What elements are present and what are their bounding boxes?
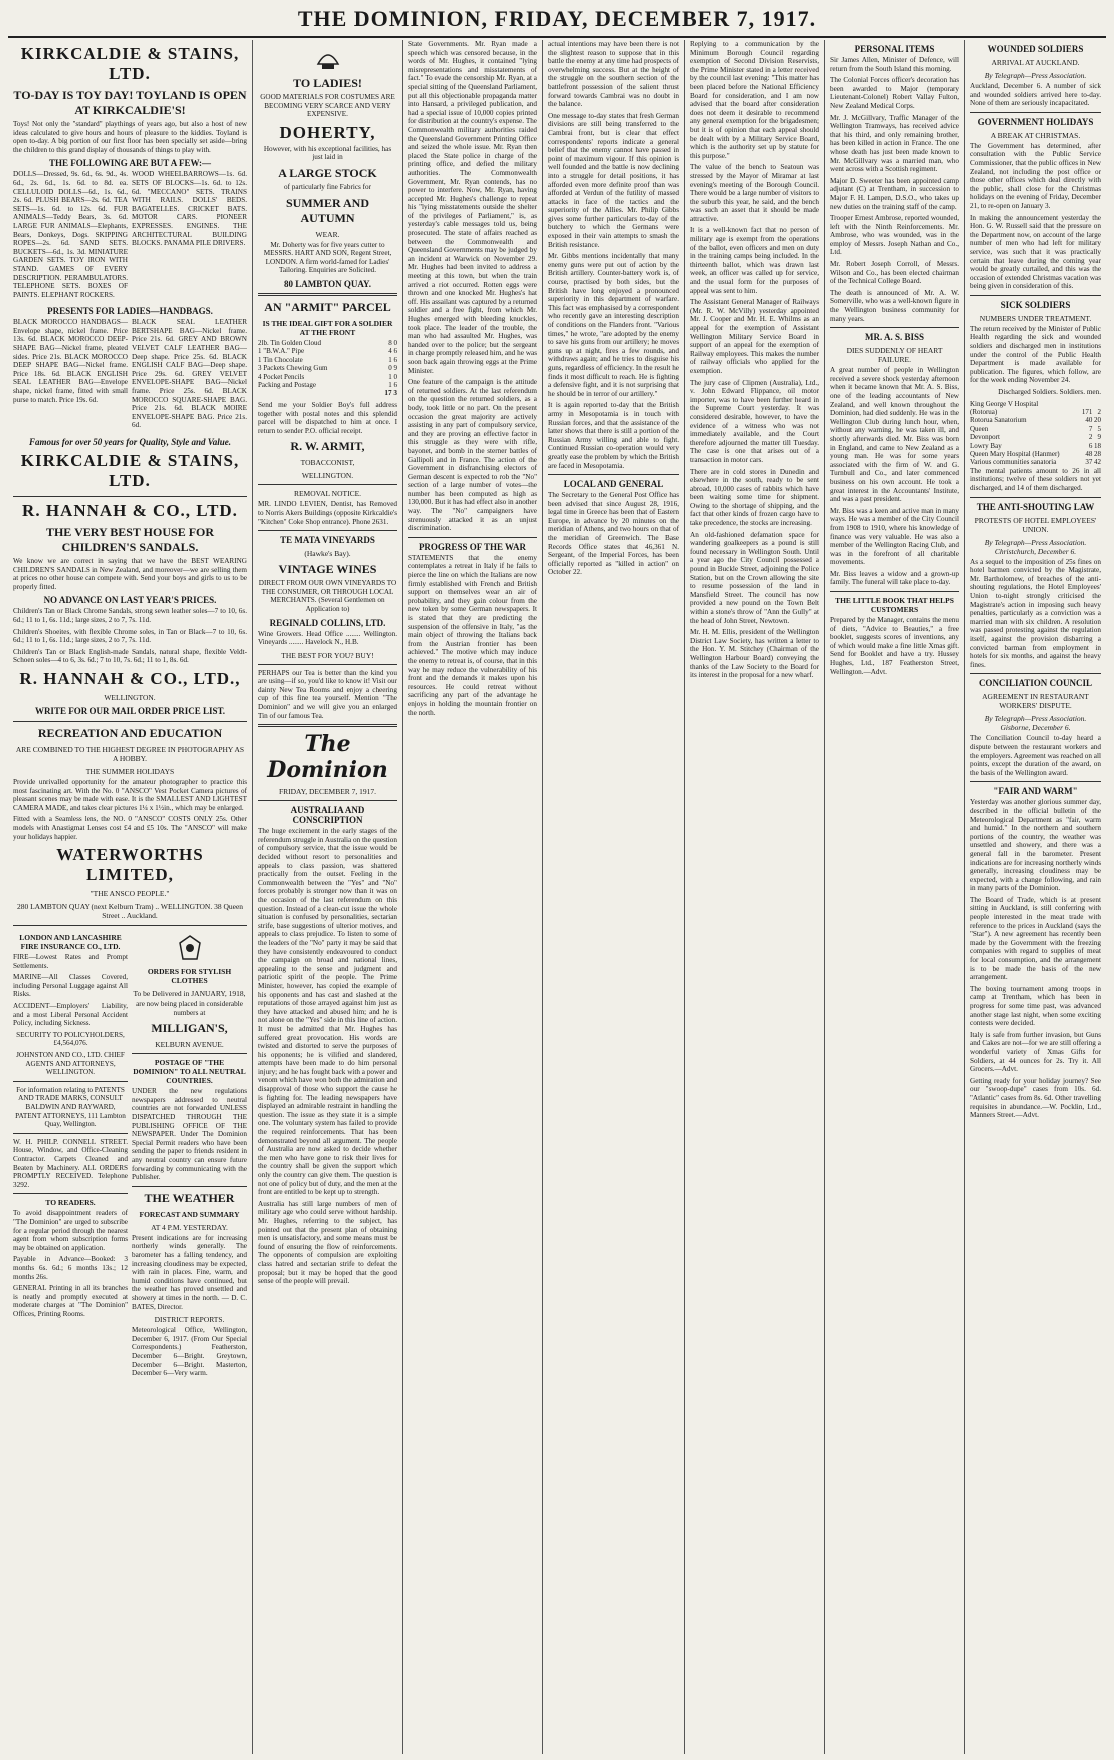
- biss-body: A great number of people in Wellington received a severe shock yesterday afternoon when it became known that Mr. A. S. Biss, one of the leading accountants of New Zealand, and well known throughout the Dominion, had died suddenly. He was in the Wellington Club during lunch hour, when, without any warning, he was taken ill, and shortly afterwards died. Mr. Biss was born in England, and came to New Zealand as a young man. He was for some years associated with the firm of W. and G. Turnbull and Co., and later commenced business on his own account. He took a great interest in the Accountants' Institute, and was a past president.: [830, 366, 959, 504]
- crest-icon: [170, 933, 210, 963]
- armit-item-name: Packing and Postage: [258, 380, 316, 389]
- sick-table-row: [970, 442, 1101, 450]
- shouting-title: THE ANTI-SHOUTING LAW: [976, 501, 1095, 512]
- armit-sub: IS THE IDEAL GIFT FOR A SOLDIER AT THE FRONT: [262, 318, 393, 337]
- personal-2: The Colonial Forces officer's decoration has been awarded to Major (temporary Lieutenant-Colonel) Robert Vallay Fulton, New Zealand Medical Corps.: [830, 76, 959, 110]
- local-4: The Assistant General Manager of Railways (Mr. R. W. McVilly) yesterday appointed Mr. J. Cooper and Mr. H. E. Whilms as an appeal for the exemption of Assistant Wellington Military Service Board in support of an appeal for the exemption of Railway employees. This makes the number of railway officials who applied for the exemption.: [690, 298, 819, 375]
- recreation-title: RECREATION AND EDUCATION: [37, 725, 223, 740]
- recreation-sub: ARE COMBINED TO THE HIGHEST DEGREE IN PHOTOGRAPHY AS A HOBBY.: [15, 744, 245, 763]
- local-1: Replying to a communication by the Minimum Borough Council regarding exemption of Second Division Reservists, the Prime Minister stated in a letter received by the council last evening: "This matter has been placed before the National Efficiency Board for consideration, and I am now advised that the board after consideration does not deem it desirable to recommend any general exemption for the brigadesmen; but it is of opinion that each appeal should be dealt with by a Military Service Board, which is the authority set up by statute for this purpose.": [690, 40, 819, 160]
- milligans-name: MILLIGAN'S,: [151, 1021, 228, 1036]
- column-7: [965, 40, 1106, 1754]
- kirkcaldie-headline: TO-DAY IS TOY DAY! TOYLAND IS OPEN AT KIRKCALDIE'S!: [13, 88, 247, 117]
- fairwarm-body-4: Italy is safe from further invasion, but Guns and Cakes are not—for we are still offering a wonderful variety of Xmas Gifts for Soldiers, at 44 ounces for 2s. Try it. All Grocers.—Advt.: [970, 1030, 1101, 1074]
- vineyards-title: TE MATA VINEYARDS: [280, 535, 375, 546]
- armit-item-name: 3 Packets Chewing Gum: [258, 364, 328, 373]
- insurance-title: LONDON AND LANCASHIRE FIRE INSURANCE CO., LTD.: [19, 933, 122, 952]
- weather-title: THE WEATHER: [144, 1190, 235, 1205]
- armit-item-price: 1 6: [388, 355, 397, 364]
- ladies-sub: GOOD MATERIALS FOR COSTUMES ARE BECOMING VERY SCARCE AND VERY EXPENSIVE.: [260, 93, 395, 119]
- ladies-address: 80 LAMBTON QUAY.: [284, 278, 371, 289]
- clothes-title: ORDERS FOR STYLISH CLOTHES: [147, 967, 232, 986]
- armit-total: 17 3: [384, 389, 397, 398]
- local-6: There are in cold stores in Dunedin and elsewhere in the south, ready to be sent abroad, 10,000 cases of rabbits which have been waiting some time for shipment. Owing to the shortage of shipping, and the fact that other kinds of frozen cargo have to take precedence, the stocks are increasing.: [690, 467, 819, 528]
- sick-sub: NUMBERS UNDER TREATMENT.: [979, 313, 1092, 323]
- personal-6: Mr. Robert Joseph Corroll, of Messrs. Wilson and Co., has been elected chairman of the Technical College Board.: [830, 260, 959, 286]
- biss-body-3: Mr. Biss leaves a widow and a grown-up family. The funeral will take place to-day.: [830, 569, 959, 587]
- ladies-stock: A LARGE STOCK: [278, 165, 377, 180]
- hannah-price-1: Children's Tan or Black Chrome Sandals, strong sewn leather soles—7 to 10, 6s. 6d.; 11 to 1, 6s. 11d.; large sizes, 2 to 7, 7s. 11d.: [13, 607, 247, 624]
- hannah-city: WELLINGTON.: [104, 692, 156, 702]
- sick-cell-name: Rotorua Sanatorium: [970, 416, 1027, 425]
- recreation-body: Provide unrivalled opportunity for the amateur photographer to practice this most fascinating art. With the No. 0 "ANSCO" Vest Pocket Camera pictures of pleasant scenes may be made with ease. It is the SMALLEST AND LIGHTEST CAMERA MADE, and takes clear pictures 1¼ x 1½in., which may be enlarged.: [13, 777, 247, 812]
- sick-table-row: [970, 425, 1101, 433]
- ladies-body-2: of particularly fine Fabrics for: [283, 182, 371, 191]
- masthead: [8, 6, 1106, 38]
- sick-table-row: [970, 400, 1101, 408]
- local-8: Mr. H. M. Ellis, president of the Wellington District Law Society, has written a letter to the Hon. Y. M. Stitchey (Chairman of the Wellington Harbour Board) conveying the thanks of the Law Society to the Board for its interest in the proposal for a new wharf.: [690, 628, 819, 680]
- australia-body-2: Australia has still large numbers of men of military age who could serve without hardship. Mr. Hughes, referring to the subject, has pointed out that the present plan of obtaining men is unsatisfactory, and some means must be found of ensuring the flow of reinforcements. The opponents of compulsion are exploiting class hatred and sectarian strife to defeat the proposal; but it may be hoped that the good sense of the people will prevail.: [258, 1199, 397, 1286]
- waterworths-address: 280 LAMBTON QUAY (next Kelburn Tram) .. WELLINGTON. 38 Queen Street .. Auckland.: [16, 902, 244, 921]
- lighthouse-title: THE LITTLE BOOK THAT HELPS CUSTOMERS: [835, 596, 954, 615]
- collins-name: REGINALD COLLINS, LTD.: [269, 617, 386, 628]
- sick-cell-b: 20: [1094, 416, 1101, 425]
- armit-title: AN "ARMIT" PARCEL: [264, 299, 391, 314]
- kirkcaldie-following: THE FOLLOWING ARE BUT A FEW:—: [48, 158, 212, 169]
- armit-item-row: [258, 364, 397, 372]
- wounded-body: Auckland, December 6. A number of sick and wounded soldiers arrived here to-day. None of them are seriously incapacitated.: [970, 82, 1101, 108]
- holidays-body-2: In making the announcement yesterday the Hon. G. W. Russell said that the pressure on the Department now, on account of the large number of men who had left for military service, was such that it was practically certain that leave during the coming year would be greatly curtailed, and this was the occasion of extended Christmas vacation was being given in consideration of this.: [970, 213, 1101, 291]
- column-5: [685, 40, 825, 1754]
- local-title: LOCAL AND GENERAL: [563, 479, 664, 490]
- sick-cell-a: 171: [1081, 408, 1093, 417]
- armit-item-row: [258, 347, 397, 355]
- postage-body: UNDER the new regulations newspapers addressed to neutral countries are not forwarded UNLESS DISPATCHED THROUGH THE PUBLISHING OFFICE OF THE NEWSPAPER. Under The Dominion Special Permit readers who have been sending the paper to friends resident in any neutral country can ensure future forwarding by communicating with the Publisher.: [132, 1087, 247, 1182]
- armit-item-name: 1 Tin Chocolate: [258, 355, 303, 364]
- bags-right: BLACK SEAL LEATHER BERTSHAPE BAG—Nickel frame. Price 21s. 6d. GREY AND BROWN VELVET CALF LEATHER BAG—Deep shape. Price 25s. 6d. BLACK ENGLISH CALF BAG—Deep shape. Price 29s. 6d. GREY VELVET ENVELOPE-SHAPE BAG—Nickel frame. Price 25s. 6d. BLACK MOROCCO SQUARE-SHAPE BAG. Price 21s. 6d. BLACK MOIRE ENVELOPE-SHAPE BAG. Price 21s. 6d.: [132, 318, 247, 430]
- weather-time: AT 4 P.M. YESTERDAY.: [151, 1222, 228, 1232]
- sick-cell-name: Various communities sanatoria: [970, 458, 1057, 467]
- sick-cell-a: 6: [1088, 441, 1093, 450]
- insurance-fire: FIRE—Lowest Rates and Prompt Settlements.: [13, 953, 128, 970]
- recreation-ad: [13, 726, 247, 926]
- holidays-body: The Government has determined, after consultation with the Public Service Commissioner, that the public offices in New Zealand, not including the post office or those other offices which deal directly with the public, shall close for the Christmas holidays on the evening of Friday, December 21, to re-open on January 3.: [970, 141, 1101, 210]
- sick-cell-b: [1092, 400, 1101, 408]
- readers-body: To avoid disappointment readers of "The Dominion" are urged to subscribe for a regular period through the nearest agent from whom subscription forms may be obtained on application.: [13, 1209, 128, 1252]
- kirkcaldie-ad: [13, 44, 247, 497]
- readers-rates: Payable in Advance—Booked: 3 months 6s. 6d.; 6 months 13s.; 12 months 26s.: [13, 1255, 128, 1281]
- local-body: The Secretary to the General Post Office has been advised that since August 28, 1916, legal time in Greece has been that of Eastern Europe, in advance by 20 minutes on the meridian of Athens, and two hours on that of the meridian of Greenwich. The Base Records Office states that 46,361 N. Sergeant, of the Imperial Forces, has been officially reported as "killed in action" on October 22.: [548, 491, 679, 577]
- clothes-sub: To be Delivered in JANUARY, 1918,: [133, 989, 246, 999]
- milligans-address: KELBURN AVENUE.: [155, 1040, 224, 1050]
- armit-item-row: [258, 339, 397, 347]
- hannah-mail: WRITE FOR OUR MAIL ORDER PRICE LIST.: [34, 705, 226, 716]
- armit-item-name: 4 Pocket Pencils: [258, 372, 305, 381]
- sick-cell-name: Devonport: [970, 433, 1000, 442]
- sick-cell-name: Lowry Bay: [970, 441, 1002, 450]
- hannah-title: R. HANNAH & CO., LTD.: [22, 501, 238, 520]
- bag-list: [13, 318, 247, 433]
- armit-items: [258, 339, 397, 389]
- sick-table-row: [970, 416, 1101, 424]
- weather-sub: FORECAST AND SUMMARY: [139, 1209, 240, 1219]
- kirkcaldie-footer-title: KIRKCALDIE & STAINS, LTD.: [20, 451, 240, 490]
- doherty-name: DOHERTY,: [279, 122, 376, 142]
- ladies-wear: WEAR.: [315, 229, 340, 239]
- local-2: The value of the bench to Seatoun was stressed by the Mayor of Miramar at last evening's meeting of the Borough Council. There would be a large number of visitors to the suburb this year, he said, and the bench was such an asset that it should be made attractive.: [690, 163, 819, 223]
- ladies-season: SUMMER AND AUTUMN: [286, 195, 369, 225]
- removal-body: MR. LINDO LEVIEN, Dentist, has Removed to Norris Akers Buildings (opposite Kirkcaldie's "Kitchen" Coke Shop entrance). Phone 2631.: [258, 500, 397, 526]
- readers-general: GENERAL Printing in all its branches is neatly and promptly executed at moderate charges at "The Dominion" Offices, Printing Rooms.: [13, 1284, 128, 1318]
- removal-title: REMOVAL NOTICE.: [293, 489, 362, 499]
- patents-ad: For information relating to PATENTS AND TRADE MARKS, CONSULT BALDWIN AND RAYWARD, PATENT ATTORNEYS, 111 Lambton Quay, Wellington.: [15, 1085, 126, 1129]
- hannah-headline: THE VERY BEST HOUSE FOR CHILDREN'S SANDALS.: [45, 525, 215, 554]
- sick-cell-b: 42: [1094, 458, 1101, 467]
- sick-cell-b: 2: [1097, 408, 1101, 417]
- war-continued-1: actual intentions may have been there is not the slightest reason to suppose that in this battle the enemy at any time had prospects of overwhelming success. But at the height of the struggle on the southern section of the battlefront possession of the salient thrust forward towards Cambrai was no doubt in the balance.: [548, 40, 679, 109]
- sick-body: The return received by the Minister of Public Health regarding the sick and wounded soldiers and discharged men in institutions under the control of the Public Health Department is made available for publication. The figures, which follow, are for the week ending November 24.: [970, 324, 1101, 385]
- australia-body: The huge excitement in the early stages of the referendum struggle in Australia on the question of compulsory service, that the issue would be decided without resort to personalities and appeals to class passion, was shattered practically from the outset. Feeling in the Commonwealth between the "Yes" and "No" forces probably is stronger now than it was on the occasion of the last referendum on this question. Instead of a clean-cut issue the whole situation is confused by personalities, sectarian strife, base suggestions of ulterior motives, and appeals to class prejudice. To listen to some of the leaders of the "No" party it may be said that they have consistently endeavoured to conduct the campaign on broad and national lines, appealing to the sense and judgment and patriotic spirit of the people. The Prime Minister, however, has copied the example of his opponents and has cast and slashed at the reputations of those arrayed against him just as they have attacked and abused him; and he is not alone on the "Yes" side in this line of action. It must be admitted that Mr. Hughes has suffered great provocation. His words are twisted and distorted to serve the purposes of his opponents; he is vilified and slandered, attempts have been made to do him personal injury; and he has fought back with a power and venom which have won both the admiration and disapproval of those who support the cause he is fighting for. The leading newspapers have displayed an admirable restraint in handling the question. The issue as they state it is a simple one. The voluntary system has failed to provide the required reinforcements. That has been demonstrated beyond all argument. The people of Australia are now asked to decide whether the men who have gone to risk their lives for the country shall be given the support which only the country can give them. The question is not one of policy but of duty, and the men at the front are entitled to be kept up to strength.: [258, 827, 397, 1197]
- hannah-ad: [13, 501, 247, 722]
- column-3: [403, 40, 543, 1754]
- kirkcaldie-footer: Famous for over 50 years for Quality, Style and Value.: [29, 437, 231, 447]
- armit-item-row: [258, 381, 397, 389]
- sick-cell-a: 37: [1085, 458, 1093, 467]
- vineyards-vintage: VINTAGE WINES: [278, 562, 377, 577]
- lighthouse-body: Prepared by the Manager, contains the menu of diets, "Advice to Beauties," a free booklet, suggests scores of inventions, any of which would make a fine little Xmas gift. Send for Booklet and have a try. Hussey Hughes, Ltd., 187 Featherston Street, Wellington.—Advt.: [830, 616, 959, 676]
- insurance-agents: JOHNSTON AND CO., LTD. CHIEF AGENTS AND ATTORNEYS, WELLINGTON.: [16, 1051, 125, 1077]
- sick-cell-a: 48: [1085, 450, 1093, 459]
- holidays-sub: A BREAK AT CHRISTMAS.: [990, 130, 1081, 140]
- armit-item-price: 8 0: [388, 338, 397, 347]
- armit-item-name: 2lb. Tin Golden Cloud: [258, 338, 322, 347]
- perhaps-ad: PERHAPS our Tea is better than the kind you are using—if so, you'd like to know it! Visit our dainty New Tea Rooms and enjoy a cheering cup of this fine tea yourself. Mention "The Dominion" and we will give you an enlarged Tin of our famous Tea.: [258, 668, 397, 720]
- columns: [8, 40, 1106, 1754]
- armit-trade: TOBACCONIST,: [300, 458, 355, 468]
- sick-cell-a: 2: [1088, 433, 1093, 442]
- fairwarm-body: Yesterday was another glorious summer day, described in the official bulletin of the Meteorological Department as "fair, warm and humid." In the northern and southern portions of the country, the weather was unsettled and showery, and there was a general fall in the barometer. Present indications are for increasing northerly winds generally, increasing cloudiness may be expected, with a change following, and rain in many parts of the Dominion.: [970, 798, 1101, 893]
- personal-3: Mr. J. McGillvary, Traffic Manager of the Wellington Tramways, has received advice that his third, and only remaining brother, has been killed in action in France. The one whose death has just been made known to Mr. McGillvary was a married man, who went across with a Scottish regiment.: [830, 113, 959, 174]
- conciliation-body: The Conciliation Council to-day heard a dispute between the restaurant workers and the employers. Agreement was reached on all points, except the duration of the award, on the basis of the Wellington award.: [970, 734, 1101, 777]
- editorial-1: State Governments. Mr. Ryan made a speech which was censored because, in the words of Mr. Hughes, it contained "lying misrepresentations and misstatements of fact." To evade the censorship Mr. Ryan, at a special sitting of the Queensland Parliament, put all this objectionable propaganda matter into Hansard, a privileged publication, and had a special issue of 10,000 copies printed for distribution at the country's expense. The Commonwealth military authorities raided the Queensland Government Printing Office and seized the whole issue. Mr. Ryan then placed the State police in charge of the printing office, and defied the military authorities. The Commonwealth Government, Mr. Ryan contends, has no power to interfere. Now, Mr. Ryan, having accepted Mr. Hughes's challenge to repeat his "lying misstatements outside the shelter of the privileges of Parliament," is, as yesterday's cable messages told us, being prosecuted. The state of affairs reached as between the Commonwealth and Queensland Governments may be judged by an incident at Warwick on November 29. Mr. Hughes had been invited to address a meeting at this town, but when the train arrived a riot occurred. Rotten eggs were thrown and one knocked Mr. Hughes's hat off. His assailant was captured by a returned soldier and a free fight, from which Mr. Hughes emerged with bleeding knuckles, took place. The leader of the trouble, the man who had assaulted Mr. Hughes, was handed over to the police; but the sergeant in charge promptly released him, and he was soon back again throwing eggs at the Prime Minister.: [408, 40, 537, 375]
- personal-1: Sir James Allen, Minister of Defence, will return from the South Island this morning.: [830, 56, 959, 73]
- sick-title: SICK SOLDIERS: [1000, 299, 1071, 310]
- vineyards-tagline: THE BEST FOR YOU? BUY!: [281, 650, 374, 660]
- royal-crest-icon: [310, 44, 346, 72]
- armit-item-price: 1 6: [388, 380, 397, 389]
- vineyards-sub: (Hawke's Bay).: [304, 549, 351, 559]
- sick-cell-name: Queen Mary Hospital (Hanmer): [970, 450, 1060, 459]
- conciliation-assoc: By Telegraph—Press Association. Gisborne, December 6.: [984, 714, 1087, 733]
- ansco-people: "THE ANSCO PEOPLE.": [90, 889, 170, 899]
- wounded-sub: ARRIVAL AT AUCKLAND.: [991, 58, 1080, 67]
- armit-name: R. W. ARMIT,: [290, 439, 365, 454]
- hannah-body: We know we are correct in saying that we have the BEST WEARING CHILDREN'S SANDALS in New Zealand, and moreover—we are selling them at prices no other house can compete with. Send your boys and girls to us to be properly fitted.: [13, 557, 247, 591]
- wounded-assoc: By Telegraph—Press Association.: [984, 71, 1087, 80]
- australia-title: AUSTRALIA AND CONSCRIPTION: [290, 805, 365, 826]
- armit-item-price: 1 0: [388, 372, 397, 381]
- armit-item-name: 1 "B.W.A." Pipe: [258, 347, 305, 356]
- fairwarm-body-2: The Board of Trade, which is at present sitting in Auckland, is still conferring with people interested in the meat trade with reference to the prices in Auckland (says the "Star"). A new agreement has recently been made by the Government with the freezing companies with regard to supplies of meat for local consumption, and the arrangement is to be made the basis of the new arrangement.: [970, 895, 1101, 982]
- kirkcaldie-presents: PRESENTS FOR LADIES—HANDBAGS.: [47, 306, 213, 317]
- personal-5: Trooper Ernest Ambrose, reported wounded, left with the Ninth Reinforcements. Mr. Ambrose, who was wounded, was in the employ of Messrs. Joseph Nathan and Co., Ltd.: [830, 214, 959, 257]
- sick-table: [970, 400, 1101, 467]
- armit-item-row: [258, 373, 397, 381]
- vineyards-body-2: Wine Growers. Head Office ........ Wellington. Vineyards ........ Havelock N., H.B.: [258, 629, 397, 647]
- toy-list: [13, 170, 247, 302]
- toys-left: DOLLS—Dressed, 9s. 6d., 6s. 9d., 4s. 6d., 2s. 6d., 1s. 6d. to 8d. ea. CELLULOID DOLLS—6d., 1s. 6d., 2s. 6d. PLUSH BEARS—2s. 6d. TEA SETS—1s. 6d. to 12s. 6d. FUR ANIMALS—Teddy Bears, 3s. 6d. LARGE FUR ANIMALS—Elephants, Bears, Donkeys, Dogs. SKIPPING ROPES—2s. 6d. SAND SETS. BUCKETS—6d., 1s. 3d. MINIATURE GARDEN SETS. TOY IRON WITH STAND. GAMES OF EVERY DESCRIPTION. PERAMBULATORS. TELEPHONE SETS. BOXES OF PAINTS. ELEPHANT ROCKERS.: [13, 170, 128, 299]
- sick-cell-a: 7: [1088, 424, 1093, 433]
- postage-title: POSTAGE OF "THE DOMINION" TO ALL NEUTRAL COUNTRIES.: [133, 1058, 246, 1086]
- sick-table-row: [970, 408, 1101, 416]
- hannah-price-2: Children's Shoeites, with flexible Chrome soles, in Tan or Black—7 to 10, 6s. 6d.; 11 to 1, 6s. 11d.; large sizes, 2 to 7, 7s. 11d.: [13, 627, 247, 645]
- personal-title: PERSONAL ITEMS: [854, 44, 935, 54]
- hannah-price-3: Children's Tan or Black English-made Sandals, natural shape, flexible Veldt-Schoen soles—4 to 6, 3s. 6d.; 7 to 10, 7s. 6d.; 11 to 1, 8s. 6d.: [13, 647, 247, 665]
- sick-table-row: [970, 458, 1101, 466]
- biss-sub: DIES SUDDENLY OF HEART FAILURE.: [846, 346, 943, 365]
- weather-body: Present indications are for increasing northerly winds generally. The barometer has a falling tendency, and increasing cloudiness may be expected, with rain in places. Fine, warm, and humid conditions have continued, but the weather has proved unsettled and showery at times in the north. — D. C. BATES, Director.: [132, 1233, 247, 1311]
- local-7: An old-fashioned defamation space for wandering goalkeepers as a pound is still found necessary in Wellington South. Until a year ago the City Council possessed a pound in Buckle Street, adjoining the Police Station, but on the Crown allowing the site to resume possession of the land in Mansfield Street. The council has now provided a new pound on the Town Belt within a stone's throw of "Ann the Gully" at the head of John Street, Newtown.: [690, 530, 819, 625]
- sick-cell-a: [1080, 400, 1093, 408]
- toys-right: WOOD WHEELBARROWS—1s. 6d. SETS OF BLOCKS—1s. 6d. to 12s. 6d. "MECCANO" SETS. TRAINS WITH RAILS. DOLLS' BEDS. BAGATELLES. CRICKET BATS. MOTOR CARS. PIONEER EXPRESSES. ENGINES. THE ARCHITECTURAL BUILDING BLOCKS. PANAMA PILE DRIVERS.: [132, 170, 247, 248]
- sick-body-2: The mental patients amount to 26 in all institutions; twelve of these soldiers not yet discharged, and 14 of them discharged.: [970, 466, 1101, 493]
- fairwarm-body-3: The boxing tournament among troops in camp at Trentham, which has been in progress for some time past, was advanced another stage last night, when some exciting contests were decided.: [970, 984, 1101, 1028]
- shouting-body: As a sequel to the imposition of 25s fines on hotel barmen convicted by the Magistrate, Mr. Bartholomew, of breaches of the anti-shouting regulations, the Hotel Employees' Union to-night strongly criticised the Magistrate's action in imposing such heavy penalties, particularly as a conviction was a married man with six children. A resolution was passed protesting against the regulation itself, against the provision disbarring a convicted barman from employment in hotels for six months, and against the heavy fines.: [970, 557, 1101, 669]
- ladies-body: However, with his exceptional facilities, has just laid in: [263, 144, 392, 162]
- bags-left: BLACK MOROCCO HANDBAGS—Envelope shape, nickel frame. Price 13s. 6d. BLACK MOROCCO DEEP-SHAPE BAG—Nickel frame, pleated sides. Price 21s. BLACK MOROCCO DEEP SHAPE BAG—Nickel frame. Price 18s. 6d. BLACK ENGLISH SEAL LEATHER BAG—Envelope shape, nickel frame, fitted with small purse to match. Price 19s. 6d.: [13, 318, 128, 404]
- editorial-2: One feature of the campaign is the attitude of returned soldiers. At the last referendum on the question the returned soldiers, as a body, took little or no part. On the present occasion the great majority are actively assisting in any part of compulsory service, and they are proving an effective factor in this struggle as they were with rifle, bayonet, and bomb in the sterner battles of Gallipoli and in France. The action of the Government in disfranchising electors of German descent is expected to rob the "No" section of a large number of votes—the number has been computed as high as 130,000. But it has had effect also in another way. The "No" campaigners have strenuously attacked it as an unjust discrimination.: [408, 378, 537, 533]
- dominion-date: FRIDAY, DECEMBER 7, 1917.: [278, 787, 377, 797]
- insurance-marine: MARINE—All Classes Covered, including Personal Luggage against All Risks.: [13, 973, 128, 999]
- sick-cell-b: 9: [1097, 433, 1101, 442]
- vineyards-body: DIRECT FROM OUR OWN VINEYARDS TO THE CONSUMER, OR THROUGH LOCAL MERCHANTS. (Several Gentlemen on Application to): [258, 579, 397, 613]
- holidays-title: GOVERNMENT HOLIDAYS: [977, 116, 1094, 127]
- wounded-title: WOUNDED SOLDIERS: [987, 44, 1084, 54]
- kirkcaldie-title: KIRKCALDIE & STAINS, LTD.: [20, 44, 240, 83]
- shouting-sub: PROTESTS OF HOTEL EMPLOYEES' UNION.: [974, 515, 1097, 534]
- readers-title: TO READERS.: [45, 1198, 96, 1208]
- war-continued-4: It is again reported to-day that the British army in Mesopotamia is in touch with Russian forces, and that the assistance of the latter shows that there is still a portion of the Russian Army willing and able to fight. Continued Russian co-operation would very greatly ease the problem by which the British are faced in Mesopotamia.: [548, 401, 679, 470]
- sick-cell-b: 18: [1094, 441, 1101, 450]
- kirkcaldie-intro: Toys! Not only the "standard" playthings of years ago, but also a host of new ideas calculated to give hours and hours of pleasure to the kiddies. Toyland is open to-day. A big portion of our first floor has been specially set aside—bring the children to this grand display of thousands of things to play with.: [13, 120, 247, 154]
- ladies-title: TO LADIES!: [293, 76, 362, 90]
- fairwarm-body-5: Getting ready for your holiday journey? See our "swoop-dupe" cases from 10s. 6d. "Atlantic" cases from 8s. 6d. Other travelling requisites in abundance.—W. Pocklin, Ltd., Manners Street.—Advt.: [970, 1076, 1101, 1120]
- sick-table-row: [970, 433, 1101, 441]
- philp-ad: W. H. PHILP. CONNELL STREET. House, Window, and Office-Cleaning Contractor. Carpets Cleaned and Beaten by Machinery. ALL ORDERS PROMPTLY RECEIVED. Telephone 3292.: [13, 1137, 128, 1189]
- sick-cell-b: 5: [1097, 424, 1101, 433]
- war-body: STATEMENTS that the enemy contemplates a retreat in Italy if he fails to pierce the line on which the Italians are now firmly established with French and British support on themselves wear an air of probability, and they gain colour from the new token by some German newspapers. It is stated that they are predicting the suspension of the offensive in Italy, "as the main object of throwing the Italians back from the Austrian frontier has been achieved." The motive which may induce the enemy to retreat is, of course, that in this way he may reduce the vulnerability of his front and the demands it makes upon his resources. He could retreat without sacrificing any part of the advantage he enjoys in holding the mountain frontier on the north.: [408, 553, 537, 717]
- personal-7: The death is announced of Mr. A. W. Somerville, who was a well-known figure in the Wellington business community for many years.: [830, 288, 959, 323]
- ladies-body-3: Mr. Doherty was for five years cutter to MESSRS. HART AND SON, Regent Street, LONDON. A firm world-famed for Ladies' Tailoring. Enquiries are Solicited.: [263, 240, 392, 275]
- biss-body-2: Mr. Biss was a keen and active man in many ways. He was a member of the City Council from 1908 to 1910, where his knowledge of finance was very valuable. He was also a member of the Wellington Racing Club, and was in the forefront of all charitable movements.: [830, 506, 959, 567]
- biss-title: MR. A. S. BISS: [864, 332, 925, 343]
- waterworths-title: WATERWORTHS LIMITED,: [56, 845, 204, 885]
- lower-ads: [13, 929, 247, 1381]
- hannah-title-2: R. HANNAH & CO., LTD.,: [19, 668, 241, 688]
- hannah-no-advance: NO ADVANCE ON LAST YEAR'S PRICES.: [43, 595, 217, 606]
- local-3: It is a well-known fact that no person of military age is exempt from the operations of the ballot, even officers and men on duty in the training camps being included. In the thirteenth ballot, which was drawn last week, an officer was called up for service, and the usual form for the purposes of appeal was sent to him.: [690, 226, 819, 295]
- insurance-accident: ACCIDENT—Employers' Liability, and a most Liberal Personal Accident Policy, including Sickness.: [13, 1002, 128, 1028]
- shouting-assoc: By Telegraph—Press Association. Christchurch, December 6.: [984, 537, 1087, 556]
- recreation-body-2: Fitted with a Seamless lens, the NO. 0 "ANSCO" COSTS ONLY 25s. Other models with Anastigmat Lenses cost £4 and £5 10s. The "ANSCO" will make your holidays happier.: [13, 815, 247, 841]
- conciliation-title: CONCILIATION COUNCIL: [978, 678, 1093, 689]
- sick-table-head: Discharged Soldiers. Soldiers. men.: [998, 388, 1101, 397]
- armit-item-row: [258, 356, 397, 364]
- armit-city: WELLINGTON.: [301, 471, 354, 481]
- fairwarm-title: "FAIR AND WARM": [993, 786, 1078, 797]
- sick-table-row: [970, 450, 1101, 458]
- weather-body-2: Meteorological Office, Wellington, December 6, 1917. (From Our Special Correspondents.) Featherston, December 6—Bright. Greytown, December 6—Bright. Masterton, December 6—Very warm.: [132, 1326, 247, 1378]
- column-1: [8, 40, 253, 1754]
- war-continued-3: Mr. Gibbs mentions incidentally that many enemy guns were put out of action by the British artillery. Counter-battery work is, of course, practised by both sides, but the British have long enjoyed a pronounced superiority in this department of warfare. This fact was emphasised by a correspondent who recently gave an interesting description of conditions on the Flanders front. "Various times," he wrote, "are adopted by the enemy to save his guns from our artillery; he moves guns up at night, fires a few rounds, and withdraws again; and he tries to disguise his guns, regardless of efficiency. In the result he finds it most difficult to reach. He is fighting a defensive fight, and it is not surprising that he should be in terror of our artillery.": [548, 252, 679, 398]
- personal-4: Major D. Sweeter has been appointed camp adjutant (C) at Trentham, in succession to Major F. H. Lampen, D.S.O., who takes up new duties on the training staff of the camp.: [830, 176, 959, 211]
- insurance-security: SECURITY TO POLICYHOLDERS, £4,564,076.: [16, 1030, 125, 1048]
- armit-body: Send me your Soldier Boy's full address together with postal notes and this splendid parcel will be dispatched to him at once. I return to sender P.O. official receipt.: [258, 400, 397, 435]
- sick-cell-name: (Rotorua): [970, 408, 998, 417]
- dominion-nameplate: The Dominion: [267, 731, 388, 784]
- sick-cell-a: 40: [1085, 416, 1093, 425]
- armit-item-price: 4 6: [388, 347, 397, 356]
- war-title: PROGRESS OF THE WAR: [418, 541, 527, 552]
- conciliation-sub: AGREEMENT IN RESTAURANT WORKERS' DISPUTE.: [982, 692, 1089, 711]
- weather-reports: DISTRICT REPORTS.: [154, 1315, 225, 1325]
- sick-cell-b: 28: [1094, 450, 1101, 459]
- column-4: [543, 40, 685, 1754]
- local-5: The jury case of Clipmen (Australia), Ltd., v. John Edward Flippance, oil motor importer, was to have been further heard in the Supreme Court yesterday. It was considered desirable, however, to have the evidence of a witness who was not immediately available, and the Court therefore adjourned the matter till Tuesday. The case is one that arises out of a transaction in motor cars.: [690, 378, 819, 464]
- masthead-title: THE DOMINION, FRIDAY, DECEMBER 7, 1917.: [297, 6, 817, 31]
- sick-cell-name: King George V Hospital: [970, 399, 1039, 408]
- armit-item-price: 0 9: [388, 364, 397, 373]
- recreation-sub-2: THE SUMMER HOLIDAYS: [85, 766, 175, 776]
- sick-cell-name: Queen: [970, 424, 989, 433]
- column-6: [825, 40, 965, 1754]
- column-2: [253, 40, 403, 1754]
- war-continued-2: One message to-day states that fresh German divisions are still being transferred to the Cambrai front, but is clear that effect correspondents' reports indicate a general belief that the enemy cannot have passed in point of maximum vigour. If this opinion is well founded and the battle is now declining into a struggle for detail positions, it has afforded even more definite proof than was afforded at Verdun of the futility of massed attacks in face of the tactics and the superiority of the Allies. Mr. Philip Gibbs gives some further particulars to-day of the butchery to which the Germans were exposed in their vain attempts to smash the British resistance.: [548, 111, 679, 249]
- clothes-body: are now being placed in considerable numbers at: [136, 1000, 243, 1017]
